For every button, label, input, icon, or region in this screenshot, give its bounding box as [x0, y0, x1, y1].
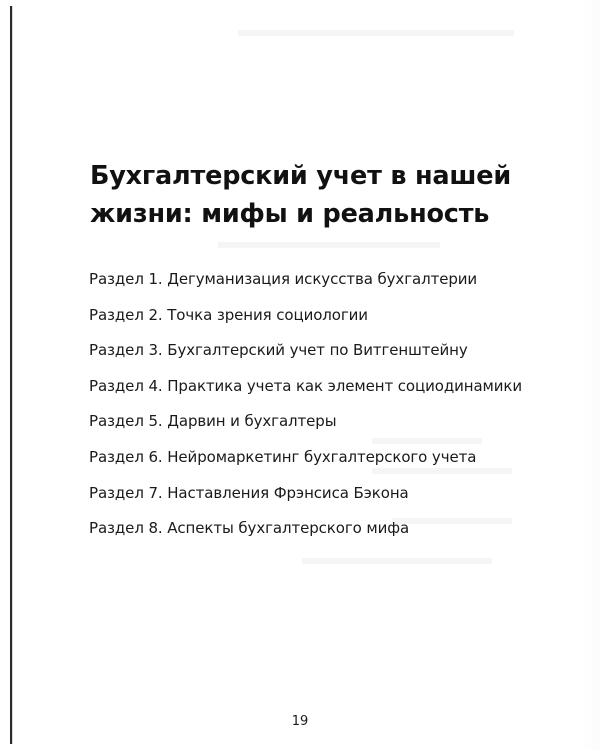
section-list	[89, 270, 529, 555]
section-item-8: Раздел 8. Аспекты бухгалтерского мифа	[89, 519, 410, 538]
chapter-title-line-1: Бухгалтерский учет в нашей	[90, 161, 512, 191]
section-item-7: Раздел 7. Наставления Фрэнсиса Бэкона	[89, 483, 409, 502]
chapter-title	[90, 157, 550, 233]
section-item-4: Раздел 4. Практика учета как элемент социодинамики	[89, 376, 523, 395]
chapter-title-line-2: жизни: мифы и реальность	[90, 199, 490, 229]
section-item-1: Раздел 1. Дегуманизация искусства бухгалтерии	[89, 270, 478, 288]
bleed-through-line	[238, 30, 514, 36]
bleed-through-line	[302, 558, 492, 564]
section-item-3: Раздел 3. Бухгалтерский учет по Витгенштейну	[89, 341, 468, 360]
section-item-5: Раздел 5. Дарвин и бухгалтеры	[89, 412, 337, 431]
bleed-through-line	[218, 242, 440, 248]
section-item-6: Раздел 6. Нейромаркетинг бухгалтерского учета	[89, 447, 477, 466]
section-item-2: Раздел 2. Точка зрения социологии	[89, 305, 368, 324]
page-number: 19	[291, 714, 309, 729]
page-edge	[582, 0, 600, 750]
